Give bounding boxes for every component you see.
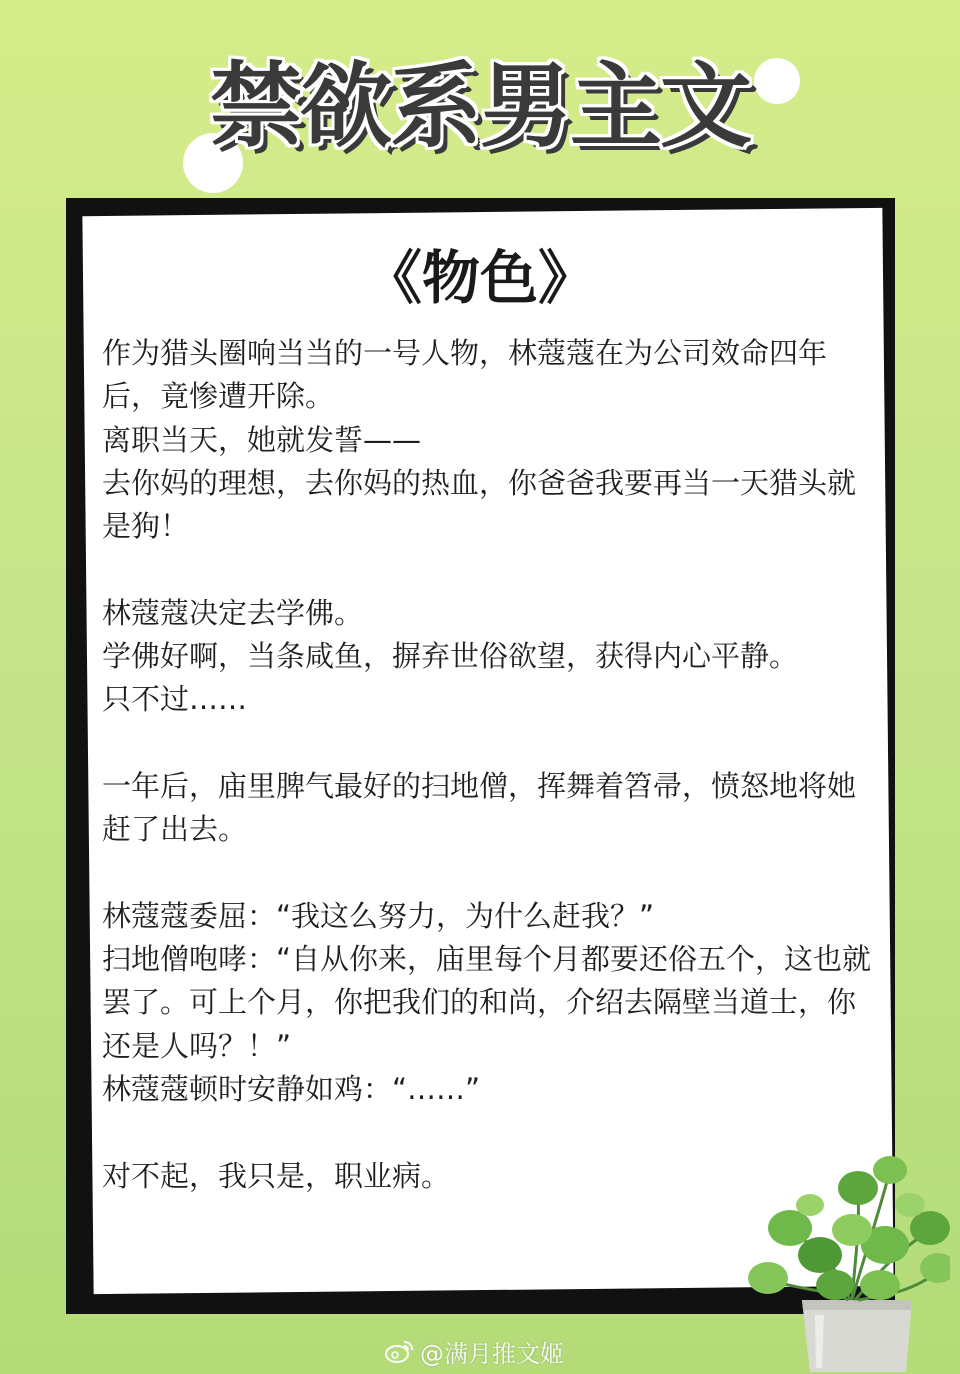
paragraph-spacer xyxy=(102,722,872,765)
paragraph-spacer xyxy=(102,852,872,895)
potted-plant-icon xyxy=(740,1150,950,1374)
paragraph: 扫地僧咆哮：“自从你来，庙里每个月都要还俗五个，这也就罢了。可上个月，你把我们的和尚，介绍去隔壁当道士，你还是人吗？！” xyxy=(102,942,872,1063)
weibo-watermark xyxy=(384,1333,564,1369)
paragraph: 只不过…… xyxy=(102,682,248,717)
paragraph: 离职当天，她就发誓—— xyxy=(102,422,422,457)
paragraph: 林蔻蔻决定去学佛。 xyxy=(102,595,364,630)
weibo-icon xyxy=(384,1338,414,1364)
page-header-title: 禁欲系男主文 xyxy=(209,53,750,160)
paragraph: 林蔻蔻顿时安静如鸡：“……” xyxy=(102,1072,481,1107)
paragraph: 一年后，庙里脾气最好的扫地僧，挥舞着笤帚，愤怒地将她赶了出去。 xyxy=(102,768,857,847)
paragraph-spacer xyxy=(102,548,872,591)
paragraph: 学佛好啊，当条咸鱼，摒弃世俗欲望，获得内心平静。 xyxy=(102,639,799,674)
paragraph: 对不起，我只是，职业病。 xyxy=(102,1158,451,1193)
watermark-text: @满月推文姬 xyxy=(420,1339,564,1368)
paragraph: 林蔻蔻委屈：“我这么努力，为什么赶我？” xyxy=(102,898,655,933)
book-title: 《物色》 xyxy=(363,244,596,312)
synopsis-text xyxy=(102,332,872,1198)
paragraph-spacer xyxy=(102,1111,872,1154)
paragraph: 去你妈的理想，去你妈的热血，你爸爸我要再当一天猎头就是狗！ xyxy=(102,465,857,544)
paragraph: 作为猎头圈响当当的一号人物，林蔻蔻在为公司效命四年后，竟惨遭开除。 xyxy=(102,336,828,414)
